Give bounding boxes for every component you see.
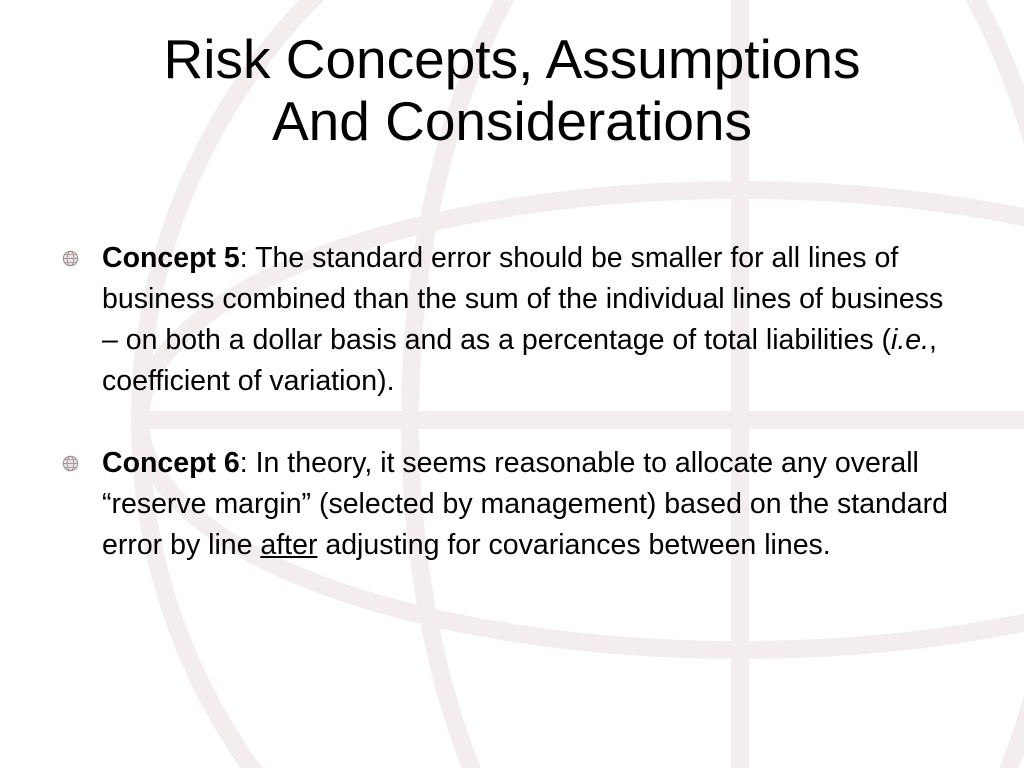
bullet-term: Concept 5 (102, 242, 240, 274)
slide-title (0, 28, 1024, 152)
bullet-underlined-text: after (260, 529, 318, 561)
bullet-italic-text: i.e. (891, 324, 930, 356)
slide-title-line-2: And Considerations (271, 90, 752, 152)
globe-icon (62, 250, 79, 267)
bullet-text: : The standard error should be smaller for all lines of business combined than the sum of the individual lines of business – on both a dollar basis and as a percentage of total liabilities ( (102, 242, 944, 356)
bullet-text-end: , coefficient of variation). (102, 324, 937, 397)
bullet-text: : In theory, it seems reasonable to allocate any overall “reserve margin” (selected by management) based on the standard error by line (102, 447, 948, 561)
slide-title-line-1: Risk Concepts, Assumptions (163, 28, 861, 90)
globe-icon (62, 455, 79, 472)
bullet-text-end: adjusting for covariances between lines. (317, 529, 831, 561)
bullet-concept-5 (62, 238, 962, 402)
bullet-term: Concept 6 (102, 447, 240, 479)
bullet-concept-6 (62, 443, 962, 566)
bullet-list (62, 238, 962, 607)
